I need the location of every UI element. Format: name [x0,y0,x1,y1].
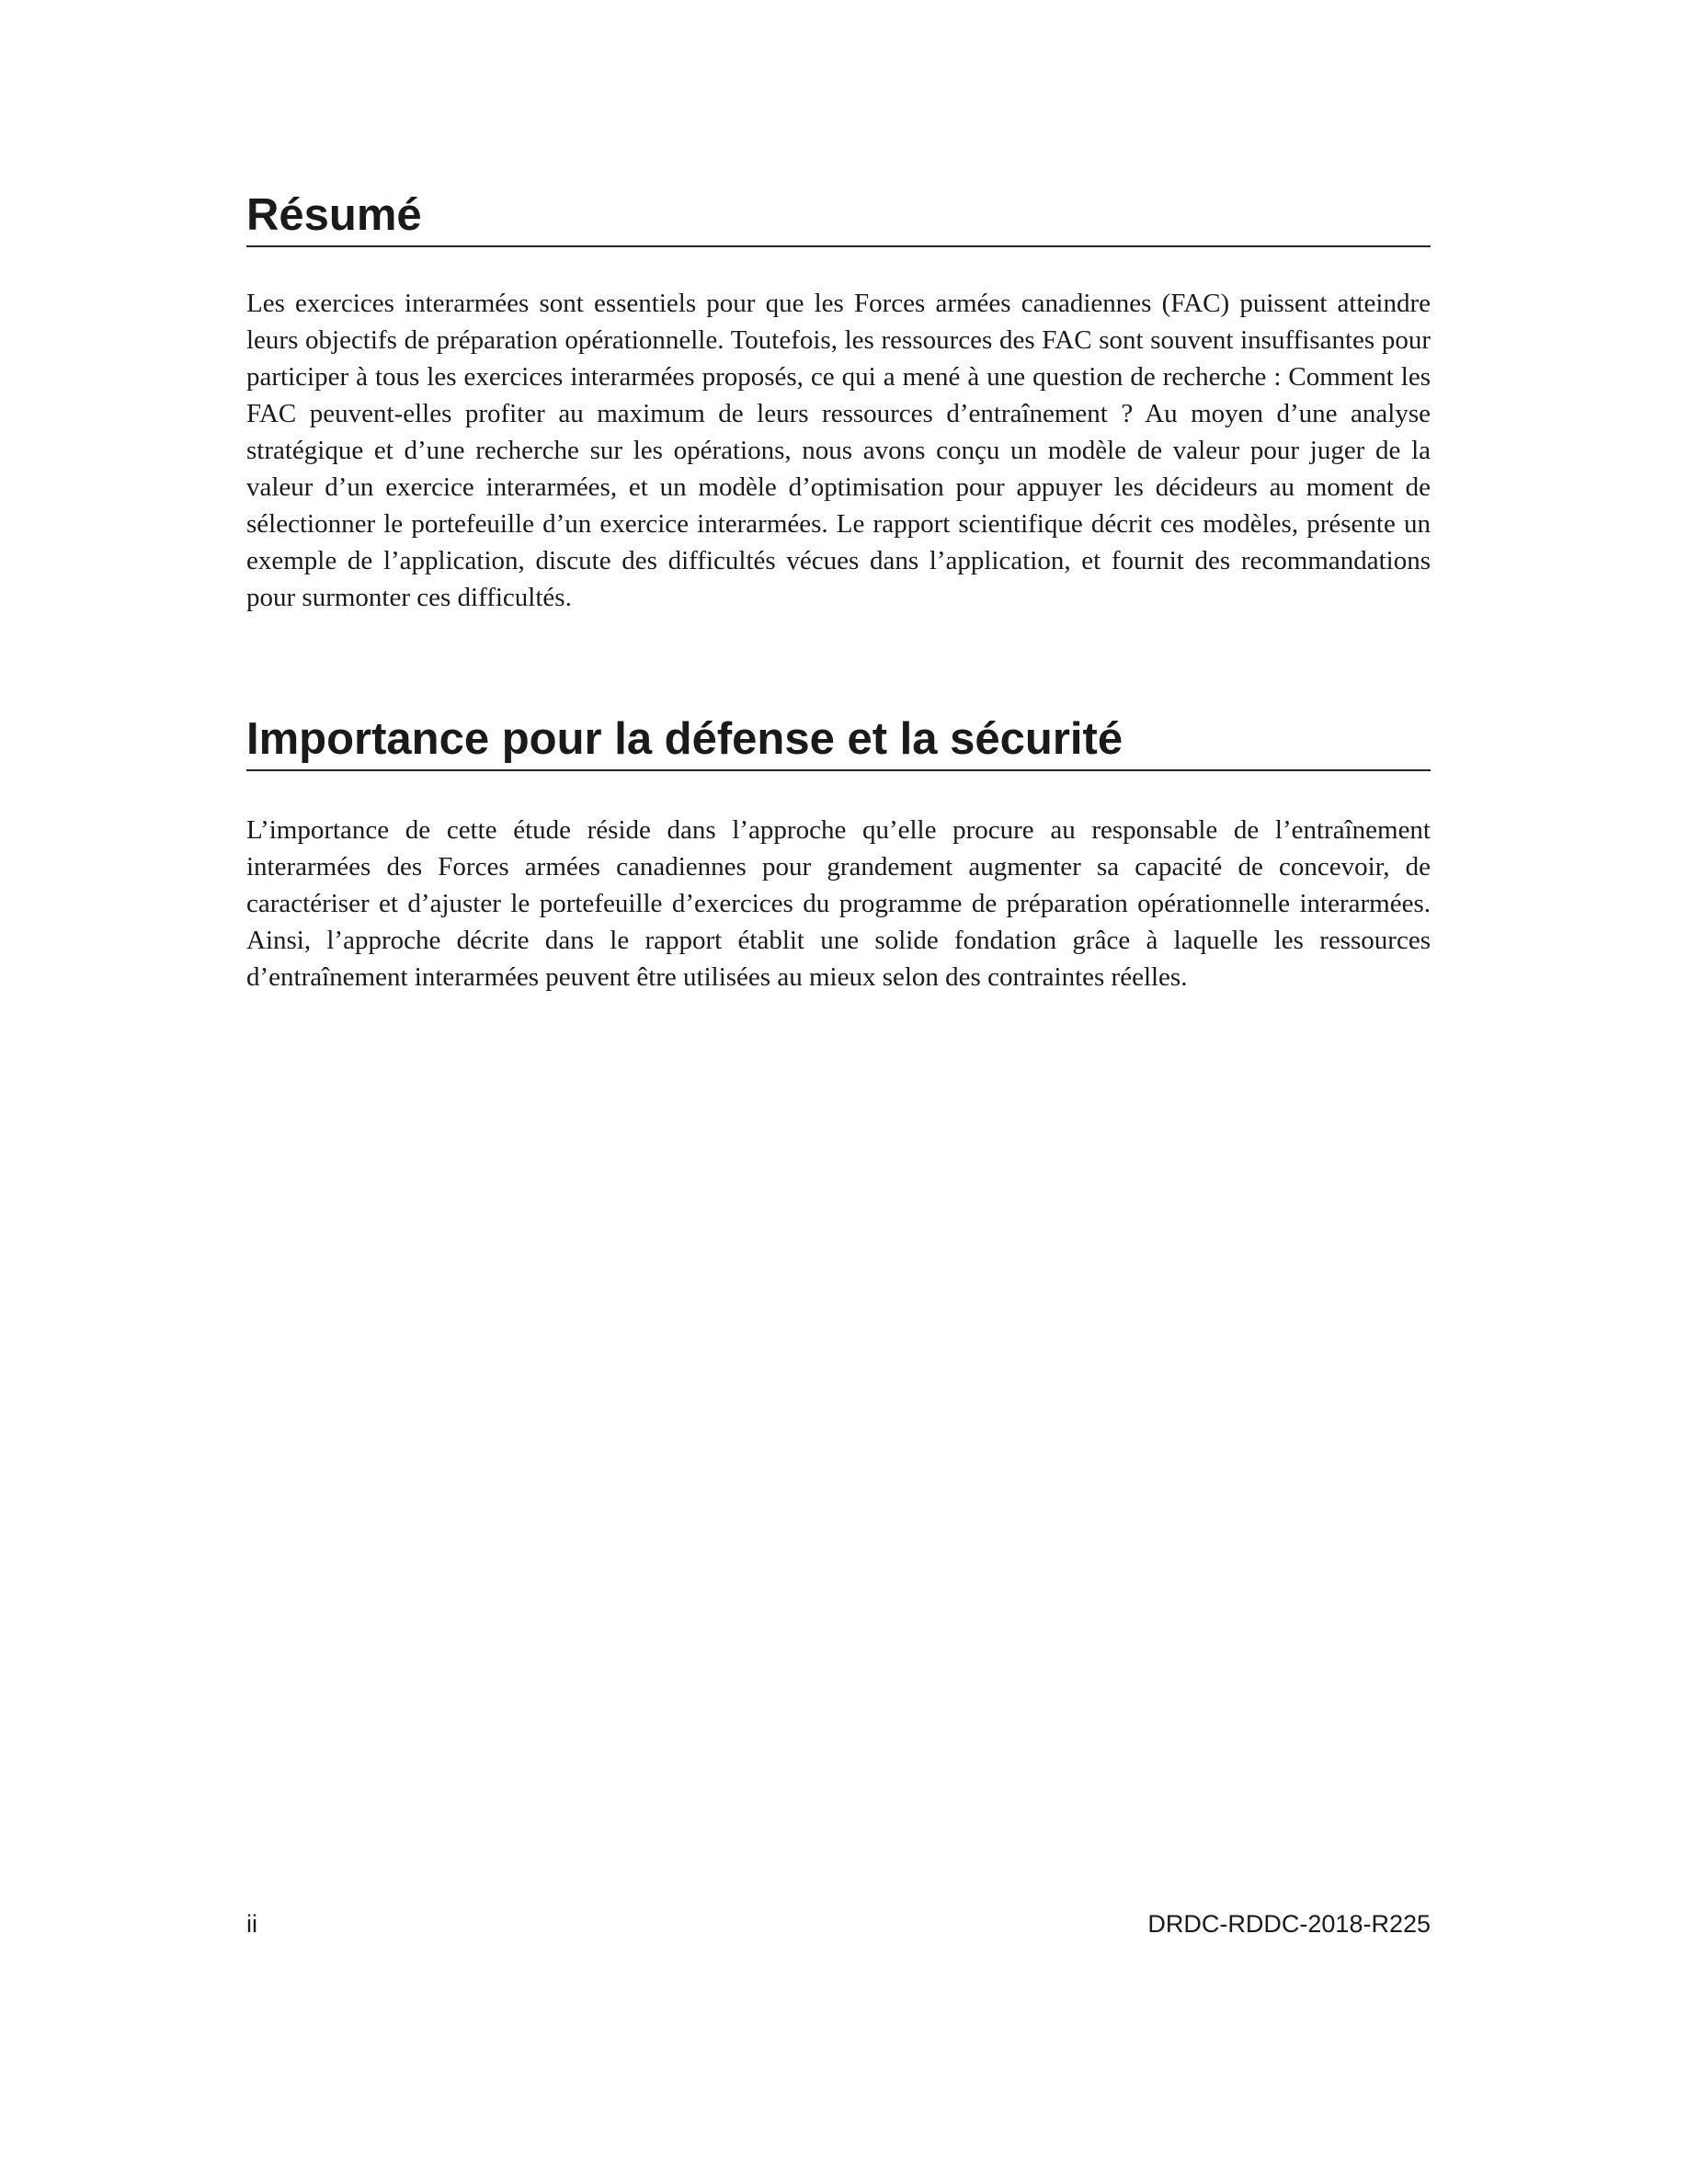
paragraph-importance: L’importance de cette étude réside dans l’approche qu’elle procure au responsable de l’entraînement interarmées des Forces armées canadiennes pour grandement augmenter sa capacité de concevoir, de caractériser et d’ajuster le portefeuille d’exercices du programme de préparation opérationnelle interarmées. Ainsi, l’approche décrite dans le rapport établit une solide fondation grâce à laquelle les ressources d’entraînement interarmées peuvent être utilisées au mieux selon des contraintes réelles. [246,815,1431,992]
footer-report-id: DRDC-RDDC-2018-R225 [1147,1910,1431,1938]
footer-page-number: ii [246,1910,257,1938]
section-title-importance: Importance pour la défense et la sécurité [246,714,1123,764]
section-title-resume: Résumé [246,190,422,240]
section-divider-importance [246,769,1431,771]
paragraph-resume: Les exercices interarmées sont essentiels pour que les Forces armées canadiennes (FAC) puissent atteindre leurs objectifs de préparation opérationnelle. Toutefois, les ressources des FAC sont souvent insuffisantes pour participer à tous les exercices interarmées proposés, ce qui a mené à une question de recherche : Comment les FAC peuvent-elles profiter au maximum de leurs ressources d’entraînement ? Au moyen d’une analyse stratégique et d’une recherche sur les opérations, nous avons conçu un modèle de valeur pour juger de la valeur d’un exercice interarmées, et un modèle d’optimisation pour appuyer les décideurs au moment de sélectionner le portefeuille d’un exercice interarmées. Le rapport scientifique décrit ces modèles, présente un exemple de l’application, discute des difficultés vécues dans l’application, et fournit des recommandations pour surmonter ces difficultés. [246,289,1431,612]
section-divider-resume [246,245,1431,247]
